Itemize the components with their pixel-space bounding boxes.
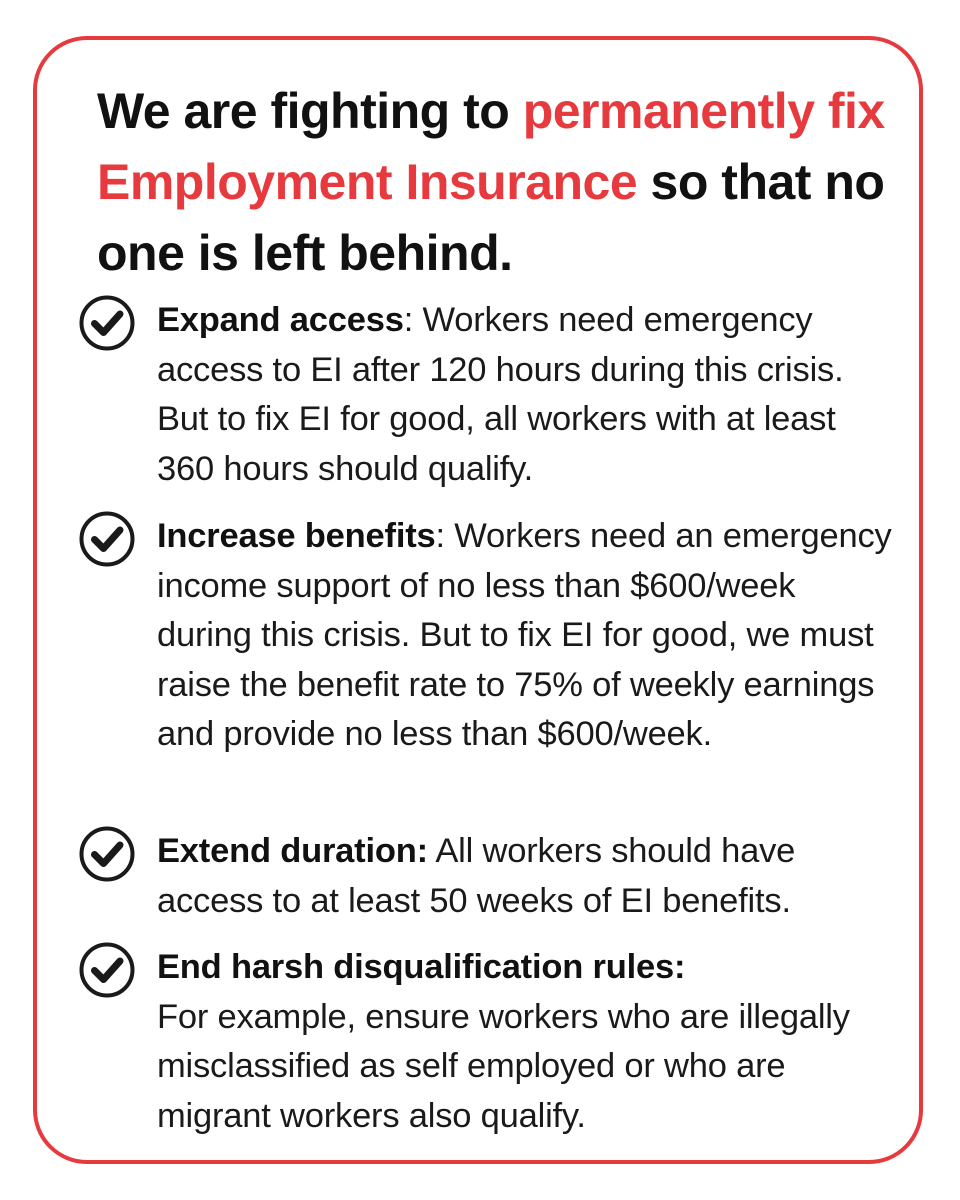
check-circle-icon — [78, 941, 136, 999]
list-item-body: Workers need emergency access to EI after 120 hours during this crisis. But to fix EI for good, all workers with at least 360 hours should qualify. — [157, 301, 844, 488]
check-circle-icon — [78, 825, 136, 883]
list-item-text — [157, 943, 897, 1141]
list-item-body: For example, ensure workers who are illegally misclassified as self employed or who are migrant workers also qualify. — [157, 997, 850, 1135]
check-circle-icon — [78, 510, 136, 568]
list-item-title: Extend duration: — [157, 832, 428, 870]
list-item-separator: : — [403, 301, 423, 339]
headline — [97, 76, 917, 289]
headline-outro: so that no one is left behind. — [97, 154, 885, 281]
list-item-title: Increase benefits — [157, 517, 436, 555]
list-item-title: Expand access — [157, 301, 404, 339]
check-circle-icon — [78, 294, 136, 352]
list-item-text — [157, 296, 897, 494]
list-item-body: All workers should have access to at least 50 weeks of EI benefits. — [157, 832, 796, 920]
list-item-text — [157, 512, 897, 760]
headline-intro: We are fighting to — [97, 83, 523, 139]
list-item-body: Workers need an emergency income support of no less than $600/week during this crisis. But to fix EI for good, we must raise the benefit rate to 75% of weekly earnings and provide no less than $600/week. — [157, 517, 892, 753]
list-item-title: End harsh disqualification rules: — [157, 948, 686, 986]
list-item-text — [157, 827, 897, 926]
headline-highlight: permanently fix Employment Insurance — [97, 83, 885, 210]
list-item-separator: : — [435, 517, 455, 555]
